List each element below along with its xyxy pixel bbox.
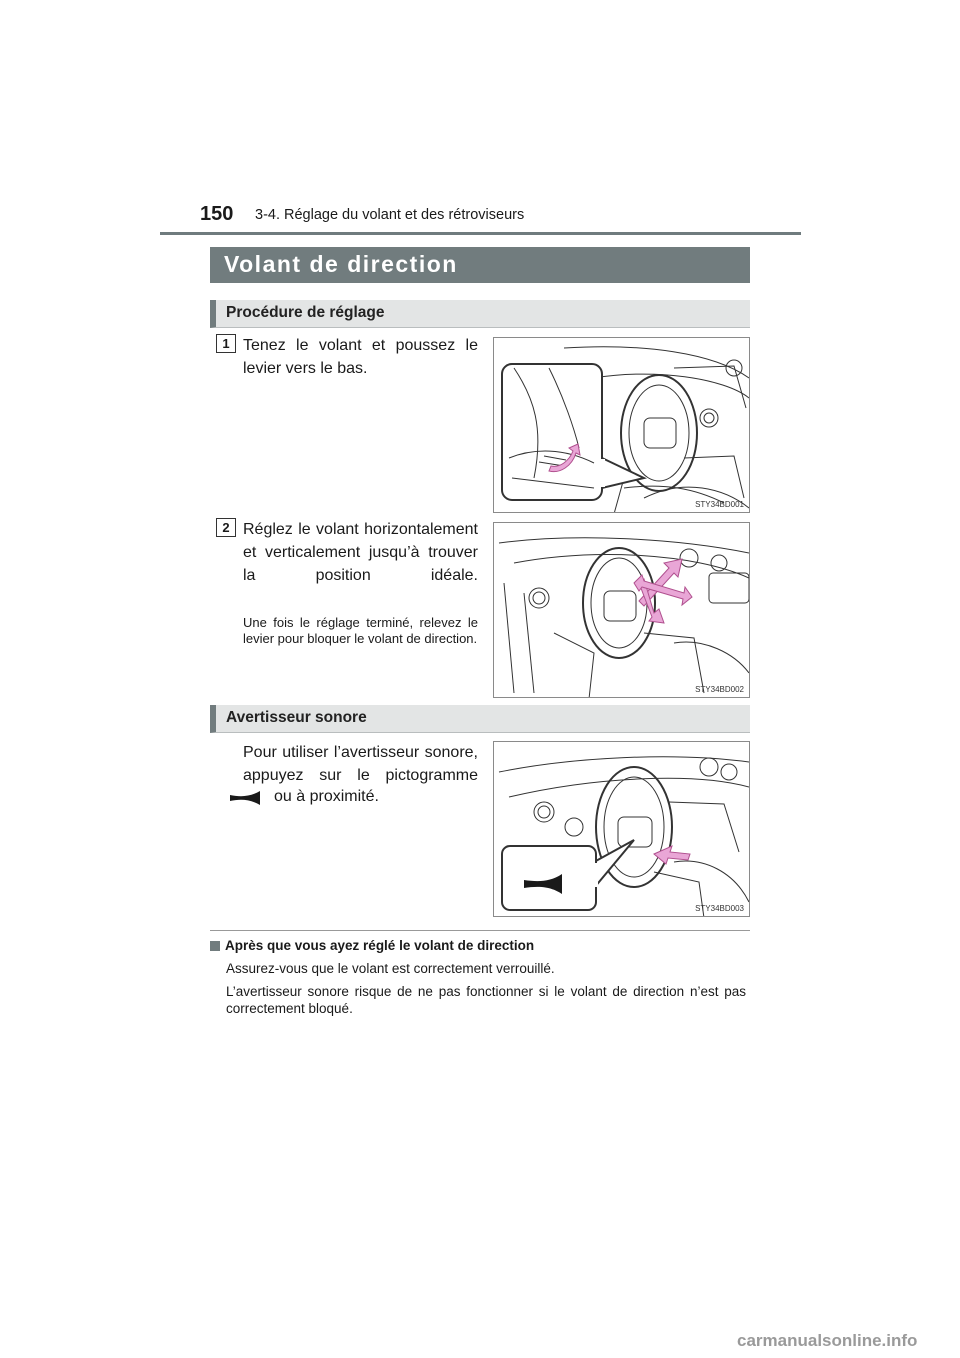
steering-lever-illustration [494, 338, 750, 513]
figure-adjust [493, 522, 750, 698]
figure-lever [493, 337, 750, 513]
step-2-text: Réglez le volant horizontalement et verticalement jusqu’à trouver la position idéale. [243, 521, 478, 584]
page-number: 150 [200, 203, 234, 225]
horn-illustration [494, 742, 750, 917]
step-1-badge: 1 [216, 334, 236, 353]
figure-horn [493, 741, 750, 917]
figure-code-2: STY34BD002 [695, 685, 744, 694]
watermark: carmanualsonline.info [737, 1331, 918, 1350]
figure-code-3: STY34BD003 [695, 904, 744, 913]
step-2-note: Une fois le réglage terminé, relevez le levier pour bloquer le volant de direction. [243, 615, 478, 646]
note-paragraph-2: L’avertisseur sonore risque de ne pas fonctionner si le volant de direction n’est pas correctement bloqué. [226, 984, 746, 1016]
section-title-bar [210, 247, 750, 283]
step-1-text: Tenez le volant et poussez le levier vers le bas. [243, 337, 478, 377]
step-2-badge: 2 [216, 518, 236, 537]
lever-inset [502, 364, 644, 500]
note-rule [210, 930, 750, 931]
steering-adjust-illustration [494, 523, 750, 698]
adjust-arrows [634, 559, 692, 623]
horn-text-suffix: ou à proximité. [274, 788, 379, 805]
horn-inset [502, 840, 634, 910]
subheading-adjustment-text: Procédure de réglage [226, 304, 385, 321]
subheading-horn [210, 705, 750, 733]
section-title: Volant de direction [224, 251, 458, 277]
subheading-horn-text: Avertisseur sonore [226, 709, 367, 726]
subheading-adjustment [210, 300, 750, 328]
figure-code-1: STY34BD001 [695, 500, 744, 509]
horn-text: Pour utiliser l’avertisseur sonore, appuyez sur le pictogramme [243, 744, 478, 784]
note-title-text: Après que vous ayez réglé le volant de direction [225, 938, 535, 953]
note-title [210, 938, 534, 953]
note-paragraph-1: Assurez-vous que le volant est correctement verrouillé. [226, 961, 555, 976]
horn-icon [228, 785, 268, 809]
note-bullet-icon [210, 941, 220, 951]
header-rule [160, 232, 801, 235]
chapter-title: 3-4. Réglage du volant et des rétroviseurs [255, 207, 525, 223]
